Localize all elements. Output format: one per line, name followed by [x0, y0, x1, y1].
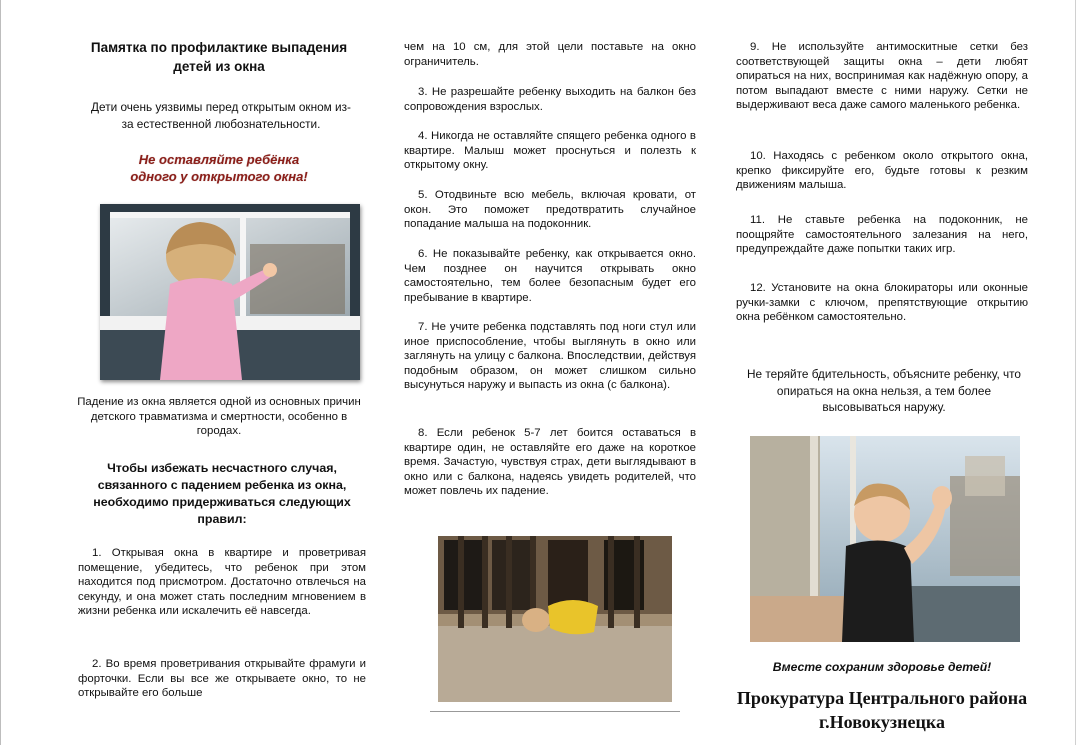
photo-girl-at-window [100, 204, 360, 380]
rule-6: 6. Не показывайте ребенку, как открывается окно. Чем позднее он научится открывать окно самостоятельно, тем более безопасным будет его пребывание в квартире. [404, 248, 696, 304]
fact-text: Падение из окна является одной из основных причин детского травматизма и смертности, особенно в городах. [77, 396, 361, 438]
rule-11: 11. Не ставьте ребенка на подоконник, не поощряйте самостоятельного залезания на него, предупреждайте даже попытки таких игр. [736, 214, 1028, 256]
rule-7: 7. Не учите ребенка подставлять под ноги стул или иное приспособление, чтобы выглянуть в окно или заглянуть на улицу с балкона. Впоследствии, действуя подобным образом, он может слишком сильно высунуться наружу и выпасть из окна (с балкона). [404, 321, 696, 392]
rule-5: 5. Отодвиньте всю мебель, включая кровати, от окон. Это поможет предотвратить случайное попадание малыша на подоконник. [404, 189, 696, 231]
intro-text: Дети очень уязвимы перед открытым окном из-за естественной любознательности. [91, 100, 351, 131]
organization-name [726, 686, 1038, 734]
slogan: Не оставляйте ребёнка одного у открытого окна! [130, 152, 308, 184]
photo-toddler-at-window [750, 436, 1020, 642]
rule-3: 3. Не разрешайте ребенку выходить на балкон без сопровождения взрослых. [404, 86, 696, 113]
rule-8: 8. Если ребенок 5-7 лет боится оставаться в квартире один, не оставляйте его даже на короткое время. Зачастую, чувствуя страх, дети выглядывают в окно или с балкона, надеясь увидеть родителей, что может повлечь их падение. [404, 427, 696, 498]
rule-9: 9. Не используйте антимоскитные сетки без соответствующей защиты окна – дети любят опираться на них, воспринимая как надёжную опору, а потом выпадают вместе с ними наружу. Сетки не выдерживают веса даже самого маленького ребенка. [736, 41, 1028, 112]
organization-line-1: Прокуратура Центрального района [736, 688, 1028, 708]
closing-slogan: Вместе сохраним здоровье детей! [772, 660, 992, 674]
page-left-edge [0, 0, 1, 745]
rules-heading: Чтобы избежать несчастного случая, связанного с падением ребенка из окна, необходимо придерживаться следующих правил: [93, 461, 351, 526]
bottom-divider [430, 711, 680, 712]
rule-2: 2. Во время проветривания открывайте фрамуги и форточки. Если вы все же открываете окно, то не открывайте его больше [78, 658, 366, 700]
rule-1: 1. Открывая окна в квартире и проветривая помещение, убедитесь, что ребенок при этом находится под присмотром. Достаточно отвлечься на секунду, и она может стать последним мгновением в жизни ребенка или искалечить её навсегда. [78, 547, 366, 618]
rule-10: 10. Находясь с ребенком около открытого окна, крепко фиксируйте его, будьте готовы к резким движениям малыша. [736, 150, 1028, 192]
organization-line-2: г.Новокузнецка [819, 712, 945, 732]
photo-child-through-railing [438, 536, 672, 702]
rule-12: 12. Установите на окна блокираторы или оконные ручки-замки с ключом, препятствующие открытию окна ребёнком самостоятельно. [736, 282, 1028, 324]
rule-4: 4. Никогда не оставляйте спящего ребенка одного в квартире. Малыш может проснуться и полезть к открытому окну. [404, 130, 696, 172]
girl-window-illustration [100, 204, 360, 380]
child-railing-illustration [438, 536, 672, 702]
page-right-edge [1075, 0, 1076, 745]
toddler-window-illustration [750, 436, 1020, 642]
leaflet-title: Памятка по профилактике выпадения детей из окна [90, 40, 348, 74]
rule-2-continued: чем на 10 см, для этой цели поставьте на окно ограничитель. [404, 41, 696, 68]
vigilance-text: Не теряйте бдительность, объясните ребенку, что опираться на окна нельзя, а тем более высовываться наружу. [747, 367, 1021, 414]
